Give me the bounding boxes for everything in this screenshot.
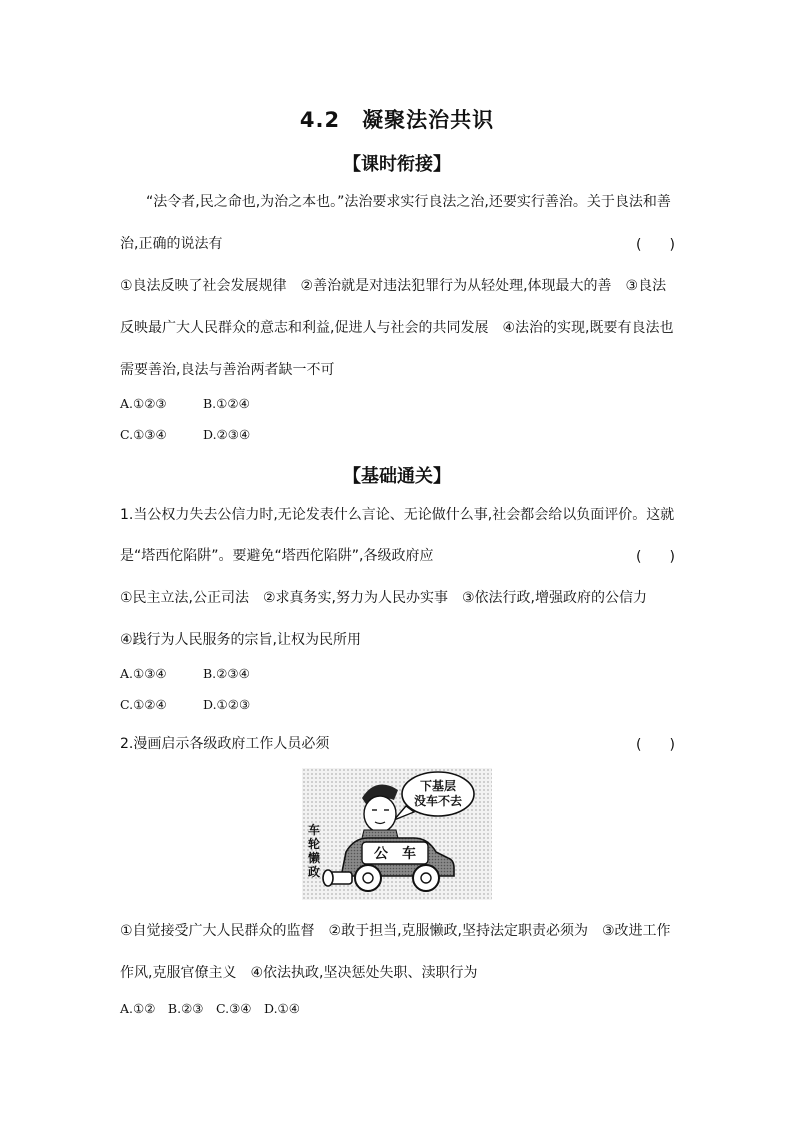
q0-option-c: C.①③④	[120, 427, 167, 442]
q0-option-a: A.①②③	[120, 396, 167, 411]
side-text-char-3: 懒	[308, 851, 321, 865]
side-text-char-4: 政	[308, 865, 321, 879]
q1-stem-line2: 是“塔西佗陷阱”。要避免“塔西佗陷阱”,各级政府应	[120, 548, 434, 564]
q1-option-c: C.①②④	[120, 697, 167, 712]
section-heading-basics: 【基础通关】	[343, 466, 451, 487]
q1-stem-line1: 1.当公权力失去公信力时,无论发表什么言论、无论做什么事,社会都会给以负面评价。这就	[120, 507, 675, 523]
q2-options: A.①② B.②③ C.③④ D.①④	[120, 1001, 300, 1016]
q0-statements-line1: ①良法反映了社会发展规律 ②善治就是对违法犯罪行为从轻处理,体现最大的善 ③良法	[120, 278, 667, 294]
q1-option-d: D.①②③	[203, 697, 251, 712]
q0-statements-line3: 需要善治,良法与善治两者缺一不可	[120, 362, 335, 378]
side-text-char-1: 车	[308, 823, 321, 837]
lazy-official-car-cartoon	[302, 768, 492, 900]
q1-option-b: B.②③④	[203, 666, 250, 681]
q0-stem-line2: 治,正确的说法有	[120, 236, 223, 252]
q2-statements-line1: ①自觉接受广大人民群众的监督 ②敢于担当,克服懒政,坚持法定职责必须为 ③改进工作	[120, 923, 671, 939]
section-heading-lesson-link: 【课时衔接】	[343, 154, 451, 175]
q0-statements-line2: 反映最广大人民群众的意志和利益,促进人与社会的共同发展 ④法治的实现,既要有良法也	[120, 320, 674, 336]
q2-stem-line1: 2.漫画启示各级政府工作人员必须	[120, 736, 330, 752]
page-title: 4.2 凝聚法治共识	[299, 108, 495, 132]
q1-statements-line1: ①民主立法,公正司法 ②求真务实,努力为人民办实事 ③依法行政,增强政府的公信力	[120, 590, 648, 606]
q1-option-a: A.①③④	[120, 666, 167, 681]
q1-statements-line2: ④践行为人民服务的宗旨,让权为民所用	[120, 632, 361, 648]
side-text-char-2: 轮	[308, 837, 321, 851]
bubble-text-line2: 没车不去	[413, 794, 463, 808]
q0-stem-line1: “法令者,民之命也,为治之本也。”法治要求实行良法之治,还要实行善治。关于良法和善	[146, 194, 671, 210]
q2-answer-blank: ( )	[636, 737, 675, 753]
q0-answer-blank: ( )	[636, 237, 675, 253]
q0-option-d: D.②③④	[203, 427, 251, 442]
q2-statements-line2: 作风,克服官僚主义 ④依法执政,坚决惩处失职、渎职行为	[120, 965, 478, 981]
q0-option-b: B.①②④	[203, 396, 250, 411]
bubble-text-line1: 下基层	[419, 779, 457, 793]
cartoon-image	[302, 768, 492, 900]
q1-answer-blank: ( )	[636, 549, 675, 565]
car-label-text: 公 车	[374, 846, 416, 862]
